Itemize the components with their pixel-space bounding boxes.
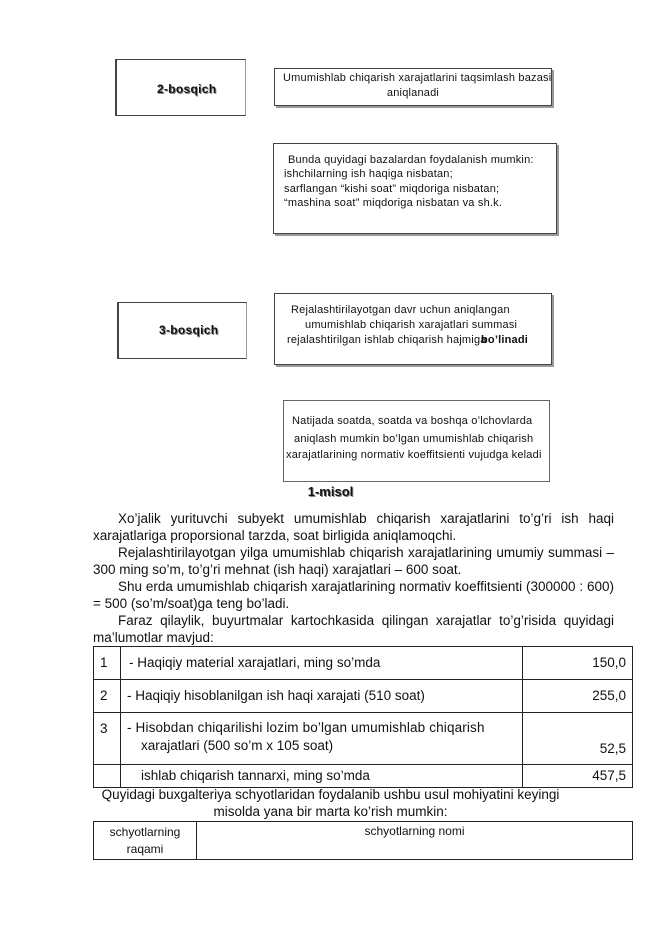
stage3-line2: umumishlab chiqarish xarajatlari summasi bbox=[305, 319, 518, 331]
table-row bbox=[94, 647, 633, 680]
result-line2: aniqlash mumkin bo’lgan umumishlab chiqarish bbox=[294, 433, 534, 445]
result-box bbox=[283, 400, 550, 482]
example-title: 1-misol bbox=[307, 484, 354, 499]
row-value: 255,0 bbox=[523, 680, 633, 713]
row-number: 3 bbox=[94, 713, 121, 765]
row-description: ishlab chiqarish tannarxi, ming so’mda bbox=[121, 765, 523, 788]
example-paragraph-2: Rejalashtirilayotgan yilga umumishlab chiqarish xarajatlarining umumiy summasi – 300 ming so’m, to’g’ri mehnat (ish haqi) xarajatlari – 600 soat. bbox=[93, 545, 614, 577]
stage3-label: 3-bosqich bbox=[159, 323, 219, 337]
stage3-description-box bbox=[274, 293, 552, 365]
row-number: 2 bbox=[94, 680, 121, 713]
stage2-label-box bbox=[115, 59, 246, 116]
row-description bbox=[121, 713, 523, 765]
example-paragraph-4: Faraz qilaylik, buyurtmalar kartochkasida qilingan xarajatlar to’g’risida quyidagi ma’lumotlar mavjud: bbox=[93, 613, 614, 645]
accounts-number-header-line2: raqami bbox=[126, 842, 164, 856]
accounts-number-header-line1: schyotlarning bbox=[109, 825, 181, 839]
stage3-line1: Rejalashtirilayotgan davr uchun aniqlangan bbox=[291, 304, 510, 316]
stage2-description-box bbox=[274, 68, 552, 106]
stage2-label: 2-bosqich bbox=[157, 82, 217, 96]
stage3-label-box bbox=[117, 302, 247, 359]
example-paragraph-3: Shu erda umumishlab chiqarish xarajatlarining normativ koeffitsienti (300000 : 600) = 500 (so’m/soat)ga teng bo’ladi. bbox=[93, 579, 614, 611]
row-value: 457,5 bbox=[523, 765, 633, 788]
stage3-line4: bo’linadi bbox=[481, 334, 529, 346]
accounts-name-header: schyotlarning nomi bbox=[197, 822, 633, 860]
stage2-description-line1: Umumishlab chiqarish xarajatlarini taqsimlash bazasi bbox=[283, 72, 552, 84]
table-row bbox=[94, 765, 633, 788]
row-description-line2: xarajatlari (500 so’m x 105 soat) bbox=[141, 738, 334, 753]
table-row bbox=[94, 822, 633, 860]
bases-line2: ishchilarning ish haqiga nisbatan; bbox=[284, 168, 453, 180]
row-number: 1 bbox=[94, 647, 121, 680]
accounts-table bbox=[93, 821, 633, 860]
bases-line1: Bunda quyidagi bazalardan foydalanish mumkin: bbox=[288, 154, 534, 166]
row-description: - Haqiqiy material xarajatlari, ming so’mda bbox=[121, 647, 523, 680]
example-paragraph-1: Xo’jalik yurituvchi subyekt umumishlab chiqarish xarajatlarini to’g’ri ish haqi xarajatlariga proporsional tarzda, soat birligida aniqlamoqchi. bbox=[93, 511, 614, 543]
bases-line4: “mashina soat” miqdoriga nisbatan va sh.k. bbox=[284, 197, 503, 209]
stage2-description-line2: aniqlanadi bbox=[386, 87, 440, 99]
row-value: 52,5 bbox=[523, 713, 633, 765]
bases-line3: sarflangan “kishi soat” miqdoriga nisbatan; bbox=[284, 183, 500, 195]
stage3-line3: rejalashtirilgan ishlab chiqarish hajmiga bbox=[287, 334, 487, 346]
row-description: - Haqiqiy hisoblanilgan ish haqi xarajati (510 soat) bbox=[121, 680, 523, 713]
accounts-number-header bbox=[94, 822, 197, 860]
result-line3: xarajatlarining normativ koeffitsienti vujudga keladi bbox=[286, 449, 542, 461]
row-value: 150,0 bbox=[523, 647, 633, 680]
bases-box bbox=[273, 143, 557, 234]
after-text-line2: misolda yana bir marta ko’rish mumkin: bbox=[213, 804, 448, 819]
result-line1: Natijada soatda, soatda va boshqa o’lchovlarda bbox=[292, 415, 533, 427]
row-number bbox=[94, 765, 121, 788]
row-description-line1: - Hisobdan chiqarilishi lozim bo’lgan umumishlab chiqarish bbox=[127, 720, 485, 735]
table-row bbox=[94, 680, 633, 713]
after-text-line1: Quyidagi buxgalteriya schyotlaridan foydalanib ushbu usul mohiyatini keyingi bbox=[101, 787, 560, 802]
table-row bbox=[94, 713, 633, 765]
cost-table bbox=[93, 646, 633, 788]
